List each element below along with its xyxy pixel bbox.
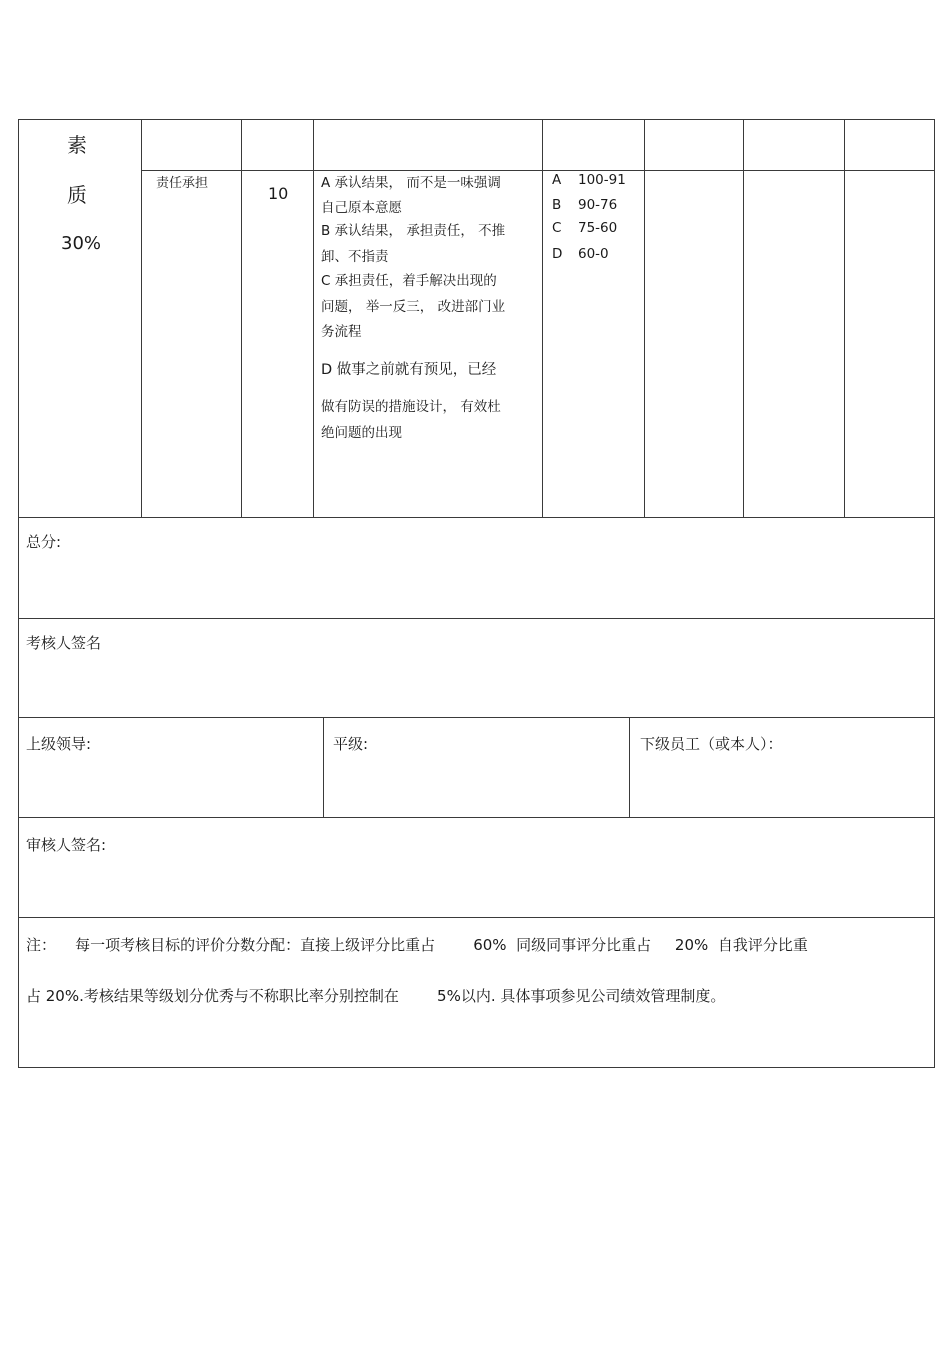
- col-divider-3: [313, 119, 314, 517]
- grade-range: 75-60: [578, 220, 618, 236]
- subordinate-label: 下级员工（或本人）：: [640, 735, 783, 753]
- note-line-2: 占 20%.考核结果等级划分优秀与不称职比率分别控制在 5%以内. 具体事项参见公司绩效管理制度。: [26, 987, 726, 1005]
- description-line: B 承认结果， 承担责任， 不推: [321, 223, 506, 239]
- evaluator-divider-1: [323, 717, 324, 818]
- grade-letter: A: [552, 172, 562, 188]
- evaluator-divider-2: [629, 717, 630, 818]
- grade-letter: D: [552, 246, 563, 262]
- description-line: C 承担责任，着手解决出现的: [321, 273, 497, 289]
- description-line: A 承认结果， 而不是一味强调: [321, 175, 501, 191]
- grade-row: [552, 220, 617, 236]
- description-line: 卸、不指责: [321, 249, 389, 265]
- item-score: 10: [268, 184, 289, 203]
- row-separator-evaluators: [18, 717, 935, 718]
- row-separator-total: [18, 517, 935, 518]
- category-weight: 30%: [61, 233, 102, 254]
- item-name: 责任承担: [156, 176, 209, 191]
- grade-row: [552, 172, 626, 188]
- note-line-1: 注： 每一项考核目标的评价分数分配：直接上级评分比重占 60% 同级同事评分比重占 20% 自我评分比重: [26, 936, 808, 954]
- grade-row: [552, 197, 617, 213]
- row-separator-note: [18, 917, 935, 918]
- row-separator-reviewer: [18, 817, 935, 818]
- description-line: 做有防误的措施设计， 有效杜: [321, 399, 501, 415]
- category-char-2: 质: [67, 183, 87, 207]
- col-divider-6: [743, 119, 744, 517]
- category-char-1: 素: [67, 133, 87, 157]
- assessor-signature-label: 考核人签名: [26, 634, 102, 652]
- grade-letter: B: [552, 197, 562, 213]
- description-line: 绝问题的出现: [321, 425, 402, 441]
- grade-range: 90-76: [578, 197, 618, 213]
- grade-range: 60-0: [578, 246, 609, 262]
- grade-range: 100-91: [578, 172, 626, 188]
- superior-label: 上级领导:: [26, 735, 92, 753]
- table-right-border: [934, 119, 935, 1068]
- col-divider-2: [241, 119, 242, 517]
- reviewer-signature-label: 审核人签名:: [26, 836, 107, 854]
- description-line: 自己原本意愿: [321, 200, 402, 216]
- total-score-label: 总分:: [26, 533, 62, 551]
- col-divider-5: [644, 119, 645, 517]
- top-row-divider: [141, 170, 935, 171]
- col-divider-7: [844, 119, 845, 517]
- col-divider-1: [141, 119, 142, 517]
- description-line: 问题， 举一反三， 改进部门业: [321, 299, 506, 315]
- description-line: D 做事之前就有预见，已经: [321, 362, 497, 378]
- grade-letter: C: [552, 220, 562, 236]
- table-top-border: [18, 119, 935, 120]
- description-line: 务流程: [321, 324, 362, 340]
- row-separator-assessor: [18, 618, 935, 619]
- table-left-border: [18, 119, 19, 1068]
- peer-label: 平级:: [333, 735, 369, 753]
- grade-row: [552, 246, 609, 262]
- table-bottom-border: [18, 1067, 935, 1068]
- col-divider-4: [542, 119, 543, 517]
